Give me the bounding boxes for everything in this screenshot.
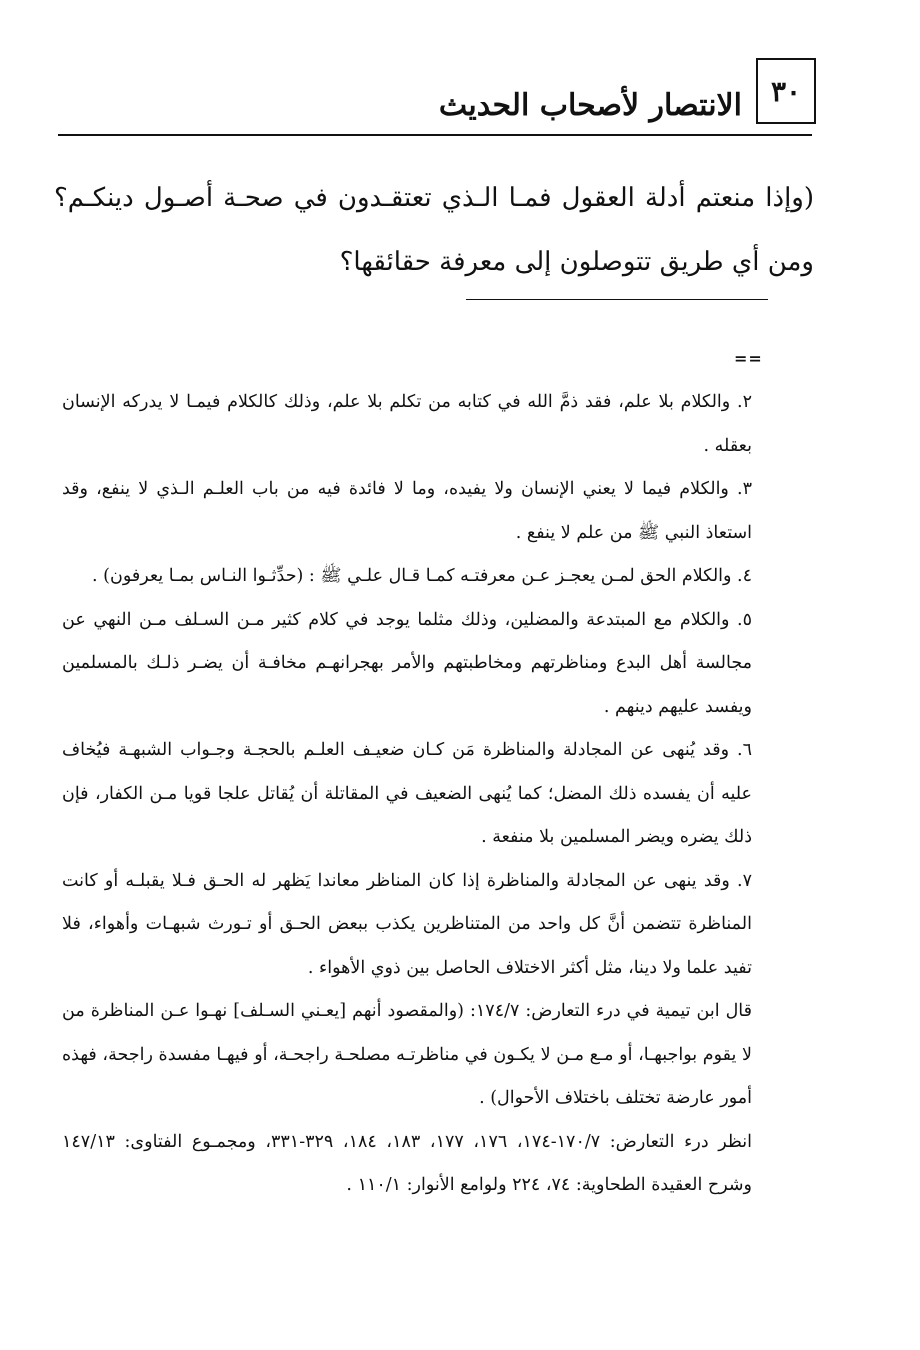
- main-text: [54, 166, 814, 294]
- running-title: الانتصار لأصحاب الحديث: [438, 88, 742, 123]
- footnote-item: قال ابن تيمية في درء التعارض: ١٧٤/٧: (والمقصود أنهم [يعـني السـلف] نهـوا عـن المناظرة من لا يقوم بواجبهـا، أو مـع مـن لا يكـون في مناظرتـه مصلحـة راجحـة، أو فيهـا مفسدة راجحة، فهذه أمور عارضة تختلف باختلاف الأحوال) .: [62, 1001, 753, 1108]
- footnote-item: ٢. والكلام بلا علم، فقد ذمَّ الله في كتابه من تكلم بلا علم، وذلك كالكلام فيمـا لا يدركه الإنسان بعقله .: [62, 392, 752, 456]
- footnote-item: ٥. والكلام مع المبتدعة والمضلين، وذلك مثلما يوجد في كلام كثير مـن السـلف مـن النهي عن مجالسة أهل البدع ومناظرتهم ومخاطبتهم والأمر بهجرانهـم مخافـة أن يضـر ذلـك بالمسلمين ويفسد عليهم دينهم .: [62, 609, 752, 717]
- footnote-item: ٧. وقد ينهى عن المجادلة والمناظرة إذا كان المناظر معاندا يَظهر له الحـق فـلا يقبلـه أو كانت المناظرة تتضمن أنَّ كل واحد من المتناظرين يكذب ببعض الحـق أو تـورث شبهـات وأهواء، فلا تفيد علما ولا دينا، مثل أكثر الاختلاف الحاصل بين ذوي الأهواء .: [62, 870, 752, 978]
- footnotes: [62, 381, 752, 1208]
- page-number-box: [756, 58, 816, 124]
- footnote-item: ٤. والكلام الحق لمـن يعجـز عـن معرفتـه كمـا قـال علـي ﷺ : (حدِّثـوا النـاس بمـا يعرفون) .: [92, 566, 752, 586]
- footnote-item: انظر درء التعارض: ١٧٠/٧-١٧٤، ١٧٦، ١٧٧، ١٨٣، ١٨٤، ٣٢٩-٣٣١، ومجمـوع الفتاوى: ١٤٧/١٣ وشرح العقيدة الطحاوية: ٧٤، ٢٢٤ ولوامع الأنوار: ١١٠/١ .: [62, 1131, 752, 1195]
- main-paragraph: (وإذا منعتم أدلة العقول فمـا الـذي تعتقـدون في صحـة أصـول دينكـم؟ ومن أي طريق تتوصلون إلى معرفة حقائقها؟: [54, 183, 814, 277]
- page-number: ٣٠: [770, 74, 802, 108]
- footnote-item: ٣. والكلام فيما لا يعني الإنسان ولا يفيده، وما لا فائدة فيه من باب العلـم الـذي لا ينفع، وقد استعاذ النبي ﷺ من علم لا ينفع .: [62, 479, 752, 543]
- footnote-item: ٦. وقد يُنهى عن المجادلة والمناظرة مَن كـان ضعيـف العلـم بالحجـة وجـواب الشبهـة فيُخاف عليه أن يفسده ذلك المضل؛ كما يُنهى الضعيف في المقاتلة أن يُقاتل علجا قويا مـن الكفار، فإن ذلك يضره ويضر المسلمين بلا منفعة .: [62, 740, 752, 847]
- footnote-separator: [466, 299, 768, 300]
- header-rule: [58, 134, 812, 136]
- footnote-continuation-mark: ==: [734, 349, 763, 368]
